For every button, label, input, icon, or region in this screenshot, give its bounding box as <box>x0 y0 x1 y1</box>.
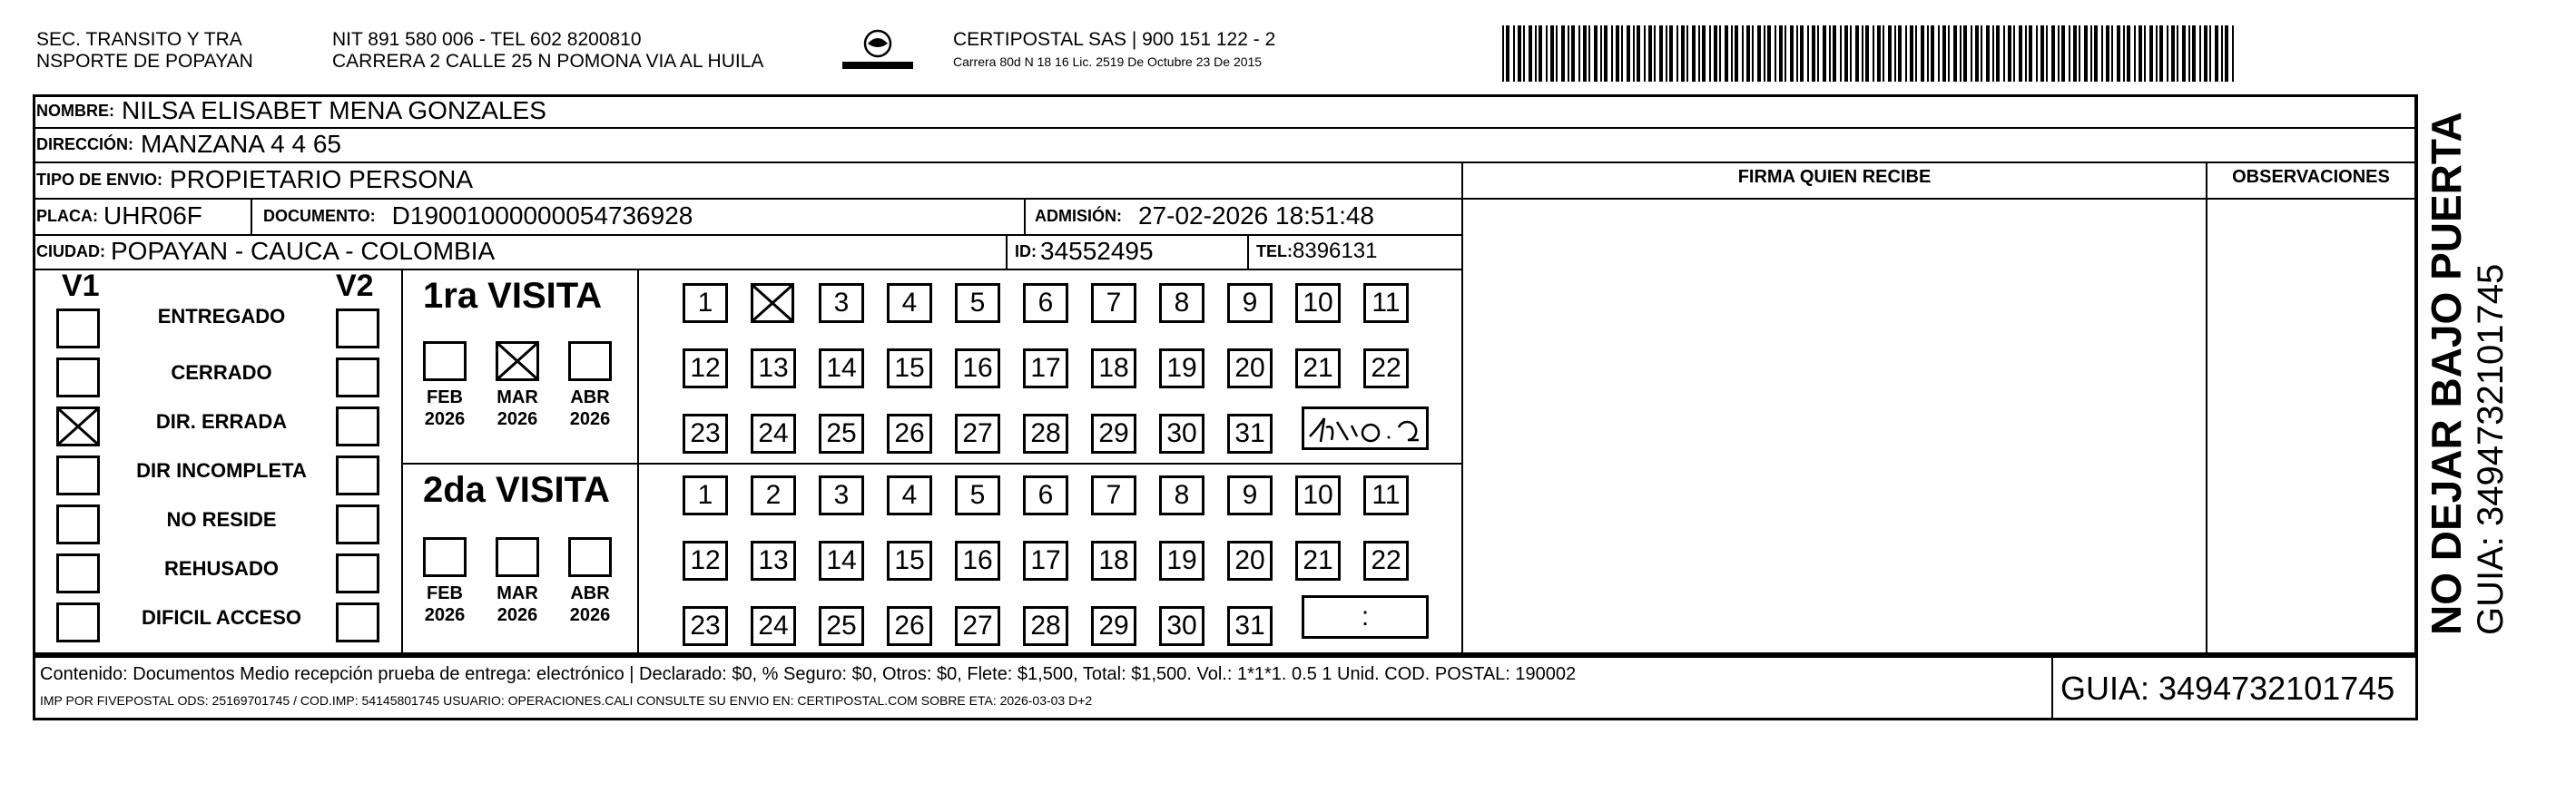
ciudad-label: CIUDAD: <box>36 241 105 260</box>
barcode-bar <box>1611 25 1613 82</box>
barcode-bar <box>1502 25 1504 82</box>
barcode-bar <box>2069 25 2070 82</box>
barcode-bar <box>2188 25 2190 82</box>
barcode-bar <box>1888 25 1892 82</box>
company-line-2: Carrera 80d N 18 16 Lic. 2519 De Octubre 23 De 2015 <box>953 54 1263 69</box>
day-box[interactable]: 8 <box>1159 283 1204 323</box>
day-box[interactable]: 14 <box>819 541 864 581</box>
day-box[interactable]: 19 <box>1159 348 1204 388</box>
barcode-bar <box>1757 25 1761 82</box>
barcode-bar <box>1714 25 1717 82</box>
barcode-bar <box>2040 25 2044 82</box>
day-box[interactable]: 12 <box>683 348 728 388</box>
v2-checkbox[interactable] <box>336 406 379 446</box>
day-box[interactable]: 11 <box>1363 475 1409 515</box>
visit1-title: 1ra VISITA <box>423 276 603 316</box>
barcode-bar <box>1829 25 1831 82</box>
barcode-bar <box>2084 25 2088 82</box>
v2-checkbox[interactable] <box>336 504 379 544</box>
divider-footer-guia <box>2051 655 2053 720</box>
barcode-bar <box>1676 25 1678 82</box>
day-box[interactable]: 9 <box>1227 475 1273 515</box>
barcode-bar <box>1644 25 1646 82</box>
day-box[interactable]: 5 <box>955 283 1000 323</box>
barcode-bar <box>2079 25 2080 82</box>
barcode-bar <box>1960 25 1961 82</box>
barcode-bar <box>1975 25 1979 82</box>
barcode-bar <box>1862 25 1863 82</box>
id-label: ID: <box>1015 241 1037 260</box>
line-row-1 <box>33 127 2418 129</box>
footer-line-1: Contenido: Documentos Medio recepción prueba de entrega: electrónico | Declarado: $0, % Seguro: $0, Otros: $0, Flete: $1,500, Total: $1,500. Vol.: 1*1*1. 0.5 1 Unid. COD. POSTAL: 190002 <box>40 664 1577 684</box>
divider-status <box>401 269 403 655</box>
row-id <box>1015 234 1154 269</box>
day-box[interactable]: 3 <box>819 283 864 323</box>
day-box[interactable]: 29 <box>1091 606 1136 646</box>
barcode <box>1502 25 2237 86</box>
direccion-value: MANZANA 4 4 65 <box>141 130 341 158</box>
barcode-bar <box>2209 25 2211 82</box>
barcode-bar <box>1583 25 1587 82</box>
nit-line-1: NIT 891 580 006 - TEL 602 8200810 <box>332 29 642 50</box>
barcode-bar <box>1767 25 1771 82</box>
v1-checkbox[interactable] <box>56 553 100 593</box>
barcode-bar <box>1731 25 1733 82</box>
barcode-bar <box>1561 25 1565 82</box>
barcode-bar <box>1571 25 1575 82</box>
month-checkbox[interactable] <box>568 537 612 577</box>
barcode-bar <box>2177 25 2178 82</box>
v1-checkbox[interactable] <box>56 308 100 348</box>
day-box[interactable]: 23 <box>683 606 728 646</box>
barcode-bar <box>1568 25 1569 82</box>
barcode-bar <box>1523 25 1525 82</box>
barcode-bar <box>1604 25 1608 82</box>
barcode-bar <box>1594 25 1598 82</box>
id-value: 34552495 <box>1040 237 1154 265</box>
v2-checkbox[interactable] <box>336 455 379 495</box>
side-warning: NO DEJAR BAJO PUERTA <box>2423 112 2470 635</box>
barcode-bar <box>1963 25 1967 82</box>
barcode-bar <box>1986 25 1990 82</box>
company-block <box>953 29 1275 70</box>
barcode-bar <box>2199 25 2201 82</box>
day-box[interactable]: 25 <box>819 414 864 454</box>
month-checkbox[interactable] <box>423 341 467 381</box>
barcode-bar <box>1953 25 1957 82</box>
month-checkbox[interactable] <box>423 537 467 577</box>
status-label: DIR. ERRADA <box>155 410 288 433</box>
v2-label: V2 <box>336 269 374 303</box>
line-col-header <box>1461 198 2418 200</box>
barcode-bar <box>1812 25 1815 82</box>
month-checkbox[interactable] <box>568 341 612 381</box>
barcode-bar <box>1833 25 1836 82</box>
barcode-bar <box>1877 25 1881 82</box>
barcode-bar <box>1915 25 1917 82</box>
barcode-bar <box>1996 25 2000 82</box>
ciudad-value: POPAYAN - CAUCA - COLOMBIA <box>111 237 496 265</box>
barcode-bar <box>2036 25 2038 82</box>
line-row-5 <box>33 269 1463 270</box>
barcode-bar <box>2192 25 2196 82</box>
form-right-border <box>2414 94 2417 657</box>
barcode-bar <box>1666 25 1667 82</box>
month-label: FEB 2026 <box>424 583 466 625</box>
day-box[interactable]: 21 <box>1295 541 1341 581</box>
barcode-bar <box>1742 25 1744 82</box>
day-box[interactable]: 7 <box>1091 283 1136 323</box>
barcode-bar <box>2008 25 2011 82</box>
barcode-bar <box>2149 25 2153 82</box>
barcode-bar <box>1894 25 1896 82</box>
day-box[interactable]: 24 <box>751 414 796 454</box>
barcode-bar <box>2029 25 2032 82</box>
month-label: FEB 2026 <box>424 387 466 429</box>
nit-line-2: CARRERA 2 CALLE 25 N POMONA VIA AL HUILA <box>332 51 764 72</box>
day-box[interactable]: 31 <box>1227 606 1273 646</box>
divider-admision <box>1024 198 1026 234</box>
placa-value: UHR06F <box>103 201 202 230</box>
barcode-bar <box>2134 25 2136 82</box>
day-box[interactable]: 25 <box>819 606 864 646</box>
divider-visits <box>401 463 1461 465</box>
barcode-bar <box>2111 25 2113 82</box>
barcode-bar <box>1529 25 1532 82</box>
day-box[interactable]: 19 <box>1159 541 1204 581</box>
v2-checkbox[interactable] <box>336 357 379 397</box>
divider-observaciones <box>2206 162 2207 655</box>
day-box[interactable]: 8 <box>1159 475 1204 515</box>
day-box[interactable]: 11 <box>1363 283 1409 323</box>
day-box[interactable]: 10 <box>1295 475 1341 515</box>
day-box[interactable]: 14 <box>819 348 864 388</box>
barcode-bar <box>1681 25 1685 82</box>
day-box[interactable]: 15 <box>887 348 932 388</box>
day-box[interactable]: 17 <box>1023 541 1068 581</box>
day-box[interactable]: 30 <box>1159 414 1204 454</box>
barcode-bar <box>2013 25 2015 82</box>
barcode-bar <box>1546 25 1548 82</box>
v1-checkbox[interactable] <box>56 455 100 495</box>
v1-label: V1 <box>62 269 100 303</box>
row-ciudad <box>36 234 495 269</box>
divider-id <box>1006 234 1008 269</box>
row-admision <box>1035 198 1374 234</box>
visit2-time-box[interactable]: : <box>1302 595 1429 639</box>
handwritten-time-icon <box>1304 409 1426 447</box>
observaciones-header: OBSERVACIONES <box>2232 167 2390 187</box>
day-box[interactable]: 18 <box>1091 541 1136 581</box>
barcode-bar <box>1735 25 1738 82</box>
day-box[interactable]: 5 <box>955 475 1000 515</box>
day-box[interactable]: 30 <box>1159 606 1204 646</box>
barcode-bar <box>1535 25 1537 82</box>
day-box[interactable]: 12 <box>683 541 728 581</box>
barcode-bar <box>1775 25 1776 82</box>
barcode-bar <box>1779 25 1783 82</box>
barcode-bar <box>1921 25 1924 82</box>
barcode-bar <box>1709 25 1711 82</box>
barcode-bar <box>2215 25 2218 82</box>
barcode-bar <box>2003 25 2005 82</box>
barcode-bar <box>2127 25 2130 82</box>
barcode-bar <box>2232 25 2234 82</box>
tipo-value: PROPIETARIO PERSONA <box>170 165 474 193</box>
barcode-bar <box>2144 25 2146 82</box>
status-label: CERRADO <box>171 361 272 384</box>
day-box[interactable]: 13 <box>751 541 796 581</box>
barcode-bar <box>1746 25 1750 82</box>
barcode-bar <box>1506 25 1509 82</box>
barcode-bar <box>2221 25 2223 82</box>
barcode-bar <box>1865 25 1869 82</box>
barcode-bar <box>2204 25 2207 82</box>
row-tel <box>1256 234 1377 269</box>
barcode-bar <box>1556 25 1558 82</box>
row-tipo-envio <box>36 162 473 198</box>
barcode-bar <box>1855 25 1859 82</box>
barcode-bar <box>1817 25 1819 82</box>
barcode-bar <box>2171 25 2175 82</box>
barcode-bar <box>1588 25 1590 82</box>
barcode-bar <box>1927 25 1929 82</box>
barcode-bar <box>1621 25 1623 82</box>
barcode-bar <box>1931 25 1934 82</box>
day-box[interactable]: 6 <box>1023 475 1068 515</box>
barcode-bar <box>2101 25 2103 82</box>
barcode-bar <box>1513 25 1515 82</box>
barcode-bar <box>1669 25 1673 82</box>
barcode-bar <box>1719 25 1721 82</box>
barcode-bar <box>1850 25 1852 82</box>
barcode-bar <box>1659 25 1663 82</box>
barcode-bar <box>1539 25 1542 82</box>
admision-value: 27-02-2026 18:51:48 <box>1138 201 1374 230</box>
day-box[interactable]: 28 <box>1023 414 1068 454</box>
day-box[interactable]: 1 <box>683 475 728 515</box>
sender-block <box>36 29 253 73</box>
placa-label: PLACA: <box>36 206 98 225</box>
barcode-bar <box>2167 25 2168 82</box>
v2-checkbox[interactable] <box>336 308 379 348</box>
barcode-bar <box>1698 25 1700 82</box>
v1-checkbox[interactable] <box>56 357 100 397</box>
barcode-bar <box>2019 25 2022 82</box>
barcode-bar <box>2106 25 2109 82</box>
barcode-bar <box>1938 25 1940 82</box>
barcode-bar <box>2159 25 2163 82</box>
day-box[interactable]: 9 <box>1227 283 1273 323</box>
barcode-bar <box>1692 25 1696 82</box>
barcode-bar <box>2046 25 2048 82</box>
barcode-bar <box>1796 25 1798 82</box>
row-documento <box>263 198 693 234</box>
day-box[interactable]: 20 <box>1227 348 1273 388</box>
barcode-bar <box>1578 25 1580 82</box>
barcode-bar <box>2117 25 2120 82</box>
direccion-label: DIRECCIÓN: <box>36 134 133 153</box>
barcode-bar <box>1948 25 1950 82</box>
barcode-bar <box>1840 25 1842 82</box>
month-label: ABR 2026 <box>569 387 611 429</box>
barcode-bar <box>1616 25 1619 82</box>
day-box[interactable]: 4 <box>887 475 932 515</box>
sender-line-1: SEC. TRANSITO Y TRA <box>36 29 242 50</box>
documento-label: DOCUMENTO: <box>263 206 376 225</box>
barcode-bar <box>1790 25 1794 82</box>
day-box[interactable]: 18 <box>1091 348 1136 388</box>
status-label: NO RESIDE <box>166 508 277 531</box>
barcode-bar <box>1981 25 1982 82</box>
row-direccion <box>36 127 341 162</box>
barcode-bar <box>1637 25 1640 82</box>
barcode-bar <box>1873 25 1874 82</box>
day-box[interactable]: 16 <box>955 348 1000 388</box>
day-box[interactable]: 31 <box>1227 414 1273 454</box>
row-placa <box>36 198 202 234</box>
admision-label: ADMISIÓN: <box>1035 206 1122 225</box>
barcode-bar <box>1800 25 1804 82</box>
day-box[interactable]: 26 <box>887 606 932 646</box>
barcode-bar <box>2061 25 2065 82</box>
month-label: MAR 2026 <box>497 583 538 625</box>
barcode-bar <box>1942 25 1946 82</box>
day-box[interactable]: 20 <box>1227 541 1273 581</box>
day-box[interactable]: 27 <box>955 414 1000 454</box>
status-label: ENTREGADO <box>157 305 286 328</box>
barcode-bar <box>2138 25 2142 82</box>
status-label: DIR INCOMPLETA <box>136 459 307 482</box>
firma-header: FIRMA QUIEN RECIBE <box>1737 167 1932 187</box>
day-box[interactable]: 16 <box>955 541 1000 581</box>
status-label: DIFICIL ACCESO <box>141 606 301 629</box>
month-label: ABR 2026 <box>569 583 611 625</box>
documento-value: D19001000000054736928 <box>391 201 693 230</box>
barcode-bar <box>1654 25 1656 82</box>
barcode-bar <box>1648 25 1652 82</box>
barcode-bar <box>1971 25 1972 82</box>
month-checkbox[interactable] <box>496 537 539 577</box>
visit2-title: 2da VISITA <box>423 470 610 510</box>
day-box[interactable]: 23 <box>683 414 728 454</box>
day-box[interactable]: 21 <box>1295 348 1341 388</box>
tel-label: TEL: <box>1256 241 1293 260</box>
barcode-bar <box>2025 25 2027 82</box>
certipostal-logo-icon <box>837 27 919 74</box>
footer-line-2: IMP POR FIVEPOSTAL ODS: 25169701745 / COD.IMP: 54145801745 USUARIO: OPERACIONES.CALI CONSULTE SU ENVIO EN: CERTIPOSTAL.COM SOBRE ETA: 2026-03-03 D+2 <box>40 693 1093 708</box>
visit1-time-box[interactable] <box>1302 406 1429 450</box>
v1-checkbox[interactable] <box>56 406 100 446</box>
tipo-label: TIPO DE ENVIO: <box>36 170 163 189</box>
day-box[interactable]: 6 <box>1023 283 1068 323</box>
barcode-bar <box>2182 25 2186 82</box>
row-nombre <box>36 94 546 127</box>
day-box[interactable]: 1 <box>683 283 728 323</box>
v2-checkbox[interactable] <box>336 553 379 593</box>
tel-value: 8396131 <box>1293 239 1378 263</box>
side-guia: GUIA: 3494732101745 <box>2471 263 2511 635</box>
barcode-bar <box>2073 25 2077 82</box>
barcode-bar <box>1883 25 1884 82</box>
day-box[interactable]: 4 <box>887 283 932 323</box>
barcode-bar <box>2058 25 2060 82</box>
day-box[interactable]: 28 <box>1023 606 1068 646</box>
sender-line-2: NSPORTE DE POPAYAN <box>36 51 253 72</box>
barcode-bar <box>1844 25 1848 82</box>
day-box[interactable]: 3 <box>819 475 864 515</box>
barcode-bar <box>2123 25 2125 82</box>
v1-checkbox[interactable] <box>56 504 100 544</box>
barcode-bar <box>2094 25 2098 82</box>
divider-firma <box>1461 162 1463 655</box>
divider-months <box>637 269 639 655</box>
barcode-bar <box>1785 25 1786 82</box>
v2-checkbox[interactable] <box>336 602 379 642</box>
barcode-bar <box>1992 25 1994 82</box>
barcode-bar <box>1702 25 1706 82</box>
barcode-bar <box>2051 25 2055 82</box>
barcode-bar <box>1898 25 1902 82</box>
barcode-bar <box>1752 25 1754 82</box>
v1-checkbox[interactable] <box>56 602 100 642</box>
barcode-bar <box>1633 25 1635 82</box>
status-label: REHUSADO <box>164 557 279 580</box>
nombre-value: NILSA ELISABET MENA GONZALES <box>122 96 546 124</box>
barcode-bar <box>1764 25 1765 82</box>
barcode-bar <box>1627 25 1630 82</box>
company-line-1: CERTIPOSTAL SAS | 900 151 122 - 2 <box>953 29 1276 50</box>
barcode-bar <box>2090 25 2092 82</box>
nombre-label: NOMBRE: <box>36 101 114 120</box>
day-box[interactable]: 2 <box>751 475 796 515</box>
footer-guia: GUIA: 3494732101745 <box>2060 670 2395 707</box>
barcode-bar <box>1823 25 1826 82</box>
barcode-bar <box>2225 25 2228 82</box>
day-box[interactable]: 17 <box>1023 348 1068 388</box>
divider-placa <box>251 198 252 234</box>
day-box[interactable]: 27 <box>955 606 1000 646</box>
day-box[interactable] <box>751 283 794 323</box>
barcode-bar <box>1686 25 1688 82</box>
barcode-bar <box>1910 25 1913 82</box>
barcode-bar <box>2156 25 2158 82</box>
barcode-bar <box>1518 25 1521 82</box>
barcode-bar <box>1807 25 1809 82</box>
month-label: MAR 2026 <box>497 387 538 429</box>
nit-block <box>332 29 763 73</box>
day-box[interactable]: 13 <box>751 348 796 388</box>
divider-tel <box>1247 234 1249 269</box>
barcode-bar <box>1905 25 1907 82</box>
barcode-bar <box>1600 25 1602 82</box>
day-box[interactable]: 7 <box>1091 475 1136 515</box>
day-box[interactable]: 22 <box>1363 541 1409 581</box>
month-checkbox[interactable] <box>496 341 539 381</box>
day-box[interactable]: 24 <box>751 606 796 646</box>
day-box[interactable]: 22 <box>1363 348 1409 388</box>
day-box[interactable]: 10 <box>1295 283 1341 323</box>
day-box[interactable]: 15 <box>887 541 932 581</box>
barcode-bar <box>1725 25 1728 82</box>
day-box[interactable]: 26 <box>887 414 932 454</box>
barcode-bar <box>1550 25 1554 82</box>
day-box[interactable]: 29 <box>1091 414 1136 454</box>
